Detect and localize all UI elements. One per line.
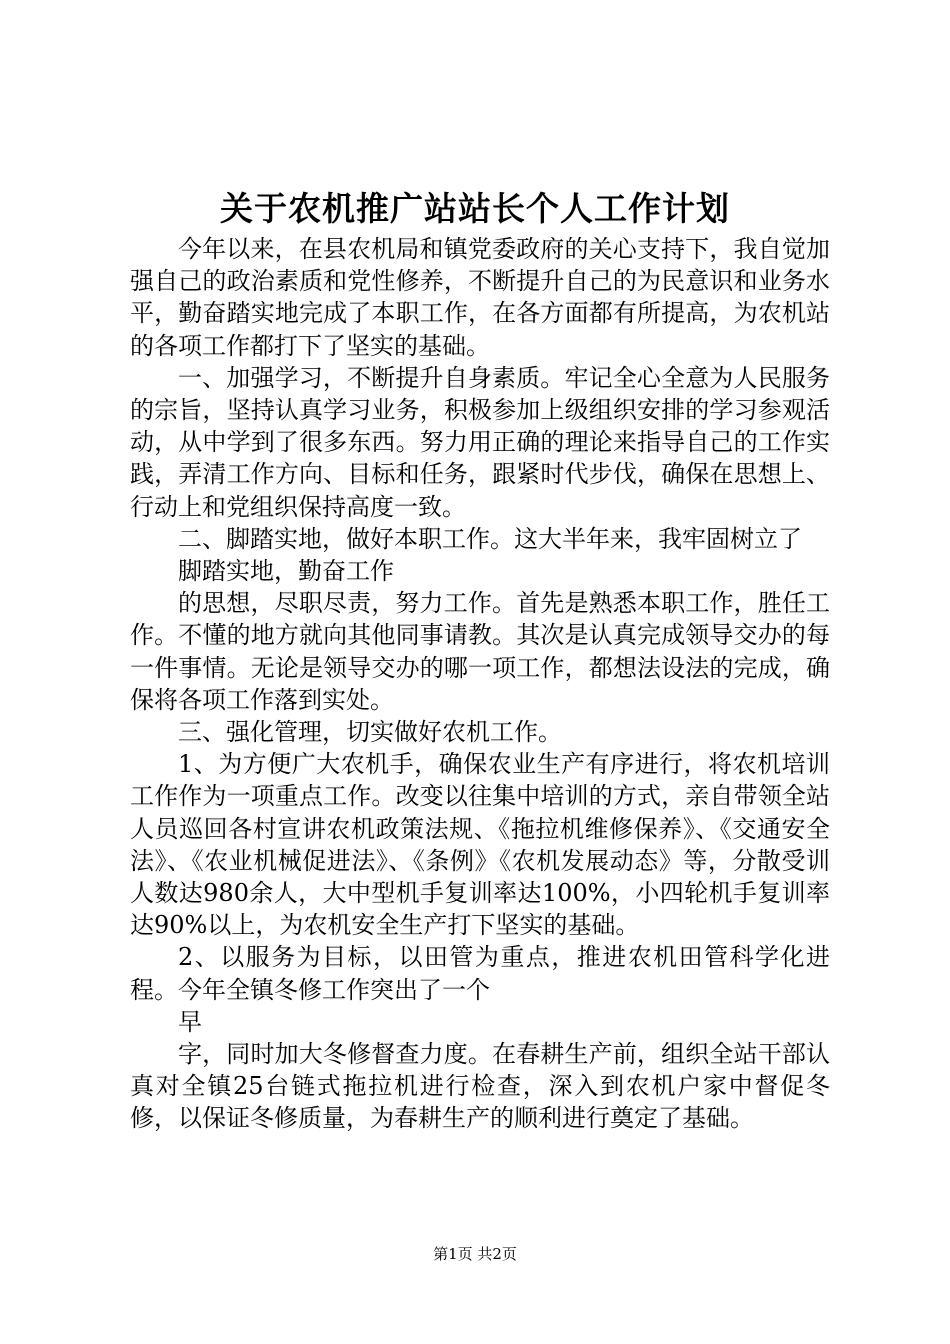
document-title: 关于农机推广站站长个人工作计划	[220, 189, 730, 228]
paragraph-quote-2: 早	[178, 1007, 202, 1036]
paragraph-quote-1: 脚踏实地，勤奋工作	[178, 557, 394, 586]
paragraph-item-1: 1、为方便广大农机手，确保农业生产有序进行，将农机培训工作作为一项重点工作。改变以往集中培训的方式，亲自带领全站人员巡回各村宣讲农机政策法规、《拖拉机维修保养》、《交通安全法》、《农业机械促进法》、《条例》《农机发展动态》等，分散受训人数达980余人，大中型机手复训率达100%，小四轮机手复训率达90%以上，为农机安全生产打下坚实的基础。	[130, 750, 830, 940]
paragraph-item-2-continued: 字，同时加大冬修督查力度。在春耕生产前，组织全站干部认真对全镇25台链式拖拉机进行检查，深入到农机户家中督促冬修，以保证冬修质量，为春耕生产的顺利进行奠定了基础。	[130, 1040, 830, 1133]
paragraph-item-2: 2、以服务为目标，以田管为重点，推进农机田管科学化进程。今年全镇冬修工作突出了一个	[130, 943, 830, 1004]
document-body	[130, 233, 830, 1135]
paragraph-section-2: 二、脚踏实地，做好本职工作。这大半年来，我牢固树立了	[178, 524, 802, 553]
paragraph-section-2-continued: 的思想，尽职尽责，努力工作。首先是熟悉本职工作，胜任工作。不懂的地方就向其他同事请教。其次是认真完成领导交办的每一件事情。无论是领导交办的哪一项工作，都想法设法的完成，确保将各项工作落到实处。	[130, 589, 830, 714]
paragraph-section-3: 三、强化管理，切实做好农机工作。	[178, 718, 562, 747]
paragraph-section-1: 一、加强学习，不断提升自身素质。牢记全心全意为人民服务的宗旨，坚持认真学习业务，积极参加上级组织安排的学习参观活动，从中学到了很多东西。努力用正确的理论来指导自己的工作实践，弄清工作方向、目标和任务，跟紧时代步伐，确保在思想上、行动上和党组织保持高度一致。	[130, 363, 830, 521]
paragraph-intro: 今年以来，在县农机局和镇党委政府的关心支持下，我自觉加强自己的政治素质和党性修养，不断提升自己的为民意识和业务水平，勤奋踏实地完成了本职工作，在各方面都有所提高，为农机站的各项工作都打下了坚实的基础。	[130, 235, 830, 360]
page-footer: 第1页 共2页	[433, 1245, 517, 1263]
